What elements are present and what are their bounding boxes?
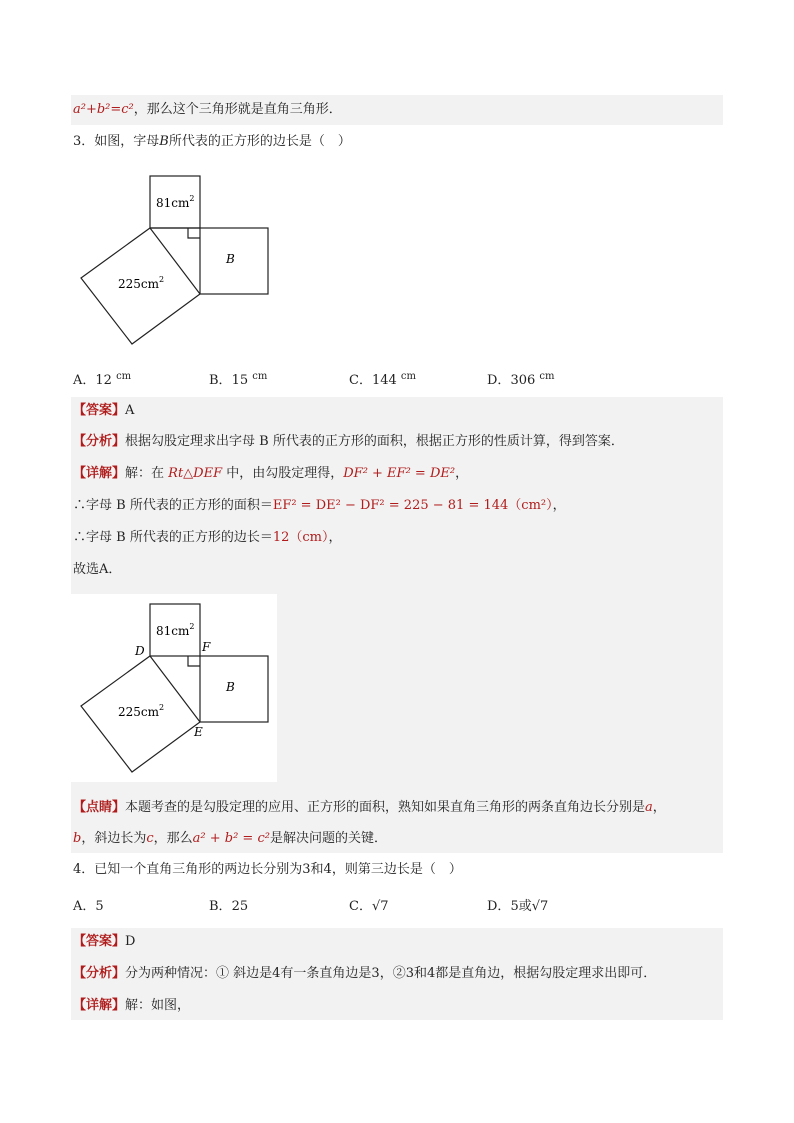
pythagorean-formula: a²+b²=c²	[73, 102, 134, 117]
q3-detail-line2: ∴字母 B 所代表的正方形的面积＝EF² = DE² − DF² = 225 − 81 = 144（cm²），	[73, 498, 566, 513]
q3-detail-line1: 【详解】解：在 Rt△DEF 中，由勾股定理得，DF² + EF² = DE²，	[73, 466, 469, 481]
label-81: $81cm^2$	[156, 194, 195, 210]
q3-detail-line4: 故选A．	[73, 562, 122, 577]
label-b: B	[226, 252, 235, 266]
q3-stem: 3．如图，字母B所代表的正方形的边长是（ ）	[73, 134, 351, 149]
q3-comment-line1: 【点睛】本题考查的是勾股定理的应用、正方形的面积，熟知如果直角三角形的两条直角边长分别是a，	[73, 800, 666, 815]
q3-option-b[interactable]: B．15 $^{cm}$	[209, 371, 268, 388]
q4-option-c[interactable]: C．√7	[349, 899, 389, 914]
prev-solution-text: ，那么这个三角形就是直角三角形．	[133, 102, 342, 117]
q4-option-d[interactable]: D．5或√7	[487, 899, 549, 914]
q3-answer: 【答案】A	[73, 403, 135, 418]
q3-option-a[interactable]: A．12 $^{cm}$	[73, 371, 132, 388]
label-225: $225cm^2$	[118, 275, 165, 291]
vertex-d: D	[135, 644, 145, 658]
q4-analysis: 【分析】分为两种情况：① 斜边是4有一条直角边是3，②3和4都是直角边，根据勾股定理求出即可．	[73, 966, 657, 981]
vertex-f: F	[202, 640, 211, 654]
q3-detail-line3: ∴字母 B 所代表的正方形的边长＝12（cm），	[73, 530, 342, 545]
fig2-label-81: $81cm^2$	[156, 622, 195, 638]
q3-option-d[interactable]: D．306 $^{cm}$	[487, 371, 555, 388]
right-angle-mark	[188, 228, 200, 238]
q3-figure2	[78, 600, 278, 780]
fig2-label-225: $225cm^2$	[118, 703, 165, 719]
q3-analysis: 【分析】根据勾股定理求出字母 B 所代表的正方形的面积，根据正方形的性质计算，得到答案．	[73, 434, 624, 449]
q4-stem: 4．已知一个直角三角形的两边长分别为3和4，则第三边长是（ ）	[73, 862, 462, 877]
q4-detail: 【详解】解：如图，	[73, 998, 191, 1013]
q3-figure	[78, 172, 278, 352]
q3-comment-line2: b，斜边长为c，那么a² + b² = c²是解决问题的关键．	[73, 831, 387, 846]
q4-answer: 【答案】D	[73, 934, 136, 949]
vertex-e: E	[194, 725, 203, 739]
q4-option-b[interactable]: B．25	[209, 899, 249, 914]
q3-option-c[interactable]: C．144 $^{cm}$	[349, 371, 417, 388]
fig2-label-b: B	[226, 680, 235, 694]
prev-solution-line	[73, 100, 342, 120]
q4-option-a[interactable]: A．5	[73, 899, 104, 914]
